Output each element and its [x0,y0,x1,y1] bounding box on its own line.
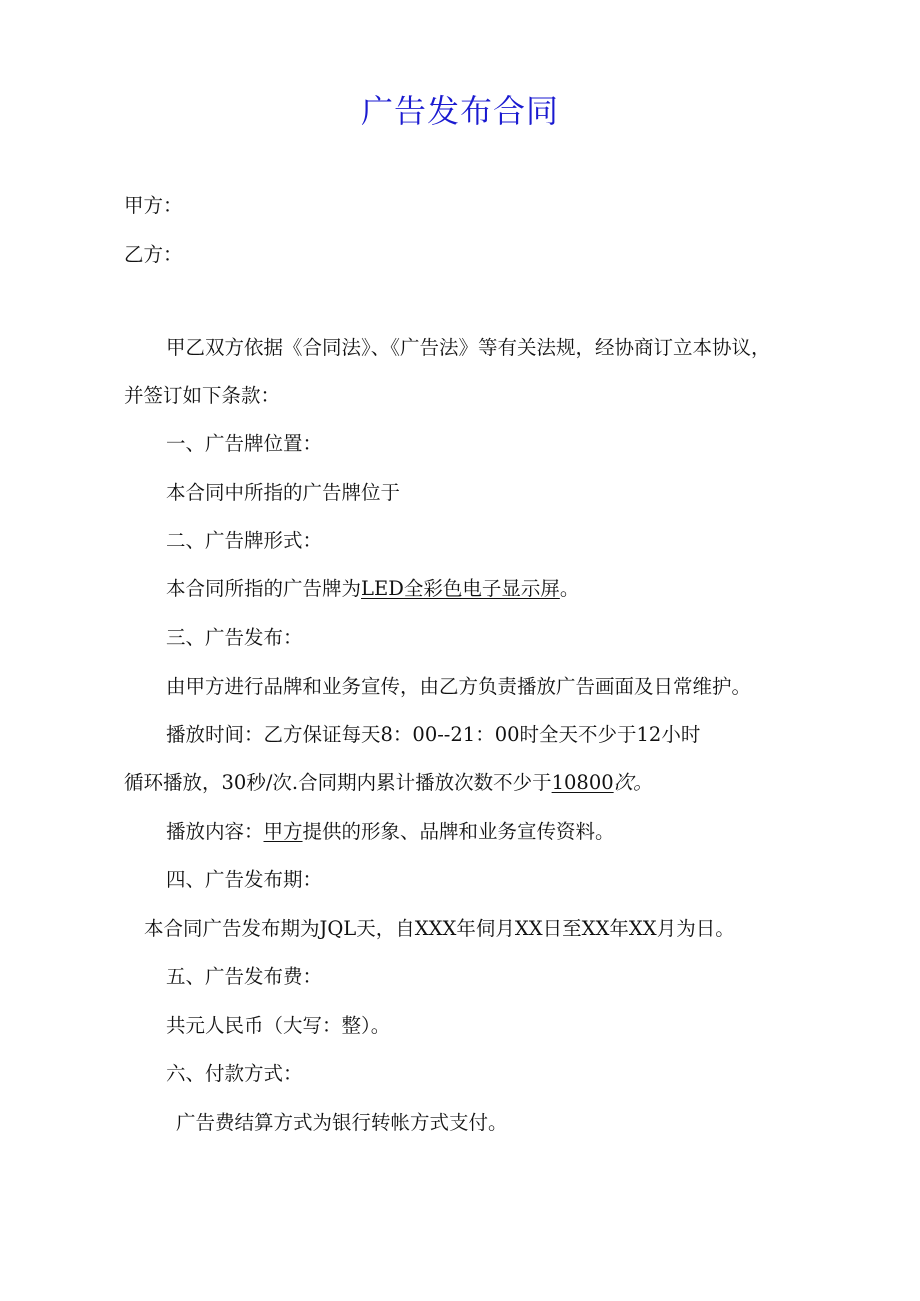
section-heading-location: 一、广告牌位置： [166,432,323,455]
section-body-period: 本合同广告发布期为JQL天，自XXX年伺月XX日至XX年XX月为日。 [144,917,735,940]
document-title: 广告发布合同 [360,92,559,130]
section-body-payment: 广告费结算方式为银行转帐方式支付。 [176,1111,508,1134]
section-heading-publish: 三、广告发布： [166,626,303,649]
section-heading-form: 二、广告牌形式： [166,529,323,552]
party-a-label: 甲方： [124,194,183,217]
play-count: 10800 [551,771,614,794]
play-time-line2 [124,769,653,797]
section-heading-payment: 六、付款方式： [166,1062,303,1085]
play-count-unit: 次。 [613,771,653,794]
play-content-line [166,818,615,846]
led-display-type: LED全彩色电子显示屏 [361,577,560,600]
section-heading-fee: 五、广告发布费： [166,965,323,988]
section-heading-period: 四、广告发布期： [166,868,323,891]
section-body-publish: 由甲方进行品牌和业务宣传，由乙方负责播放广告画面及日常维护。 [166,675,752,698]
intro-paragraph-line1: 甲乙双方依据《合同法》、《广告法》等有关法规，经协商订立本协议， [166,336,771,359]
play-content-label: 播放内容： [166,820,264,843]
party-b-label: 乙方： [124,243,183,266]
intro-paragraph-line2: 并签订如下条款： [124,384,281,407]
play-content-suffix: 提供的形象、品牌和业务宣传资料。 [302,820,615,843]
section-body-fee: 共元人民币（大写：整）。 [166,1014,391,1037]
section-body-form [166,575,579,603]
play-time-prefix: 循环播放，30秒/次.合同期内累计播放次数不少于 [124,771,552,794]
play-content-party: 甲方 [263,820,303,843]
play-time-line1: 播放时间：乙方保证每天8：00--21：00时全天不少于12小时 [166,723,701,746]
form-prefix: 本合同所指的广告牌为 [166,577,362,600]
form-suffix: 。 [559,577,580,600]
section-body-location: 本合同中所指的广告牌位于 [166,481,401,504]
